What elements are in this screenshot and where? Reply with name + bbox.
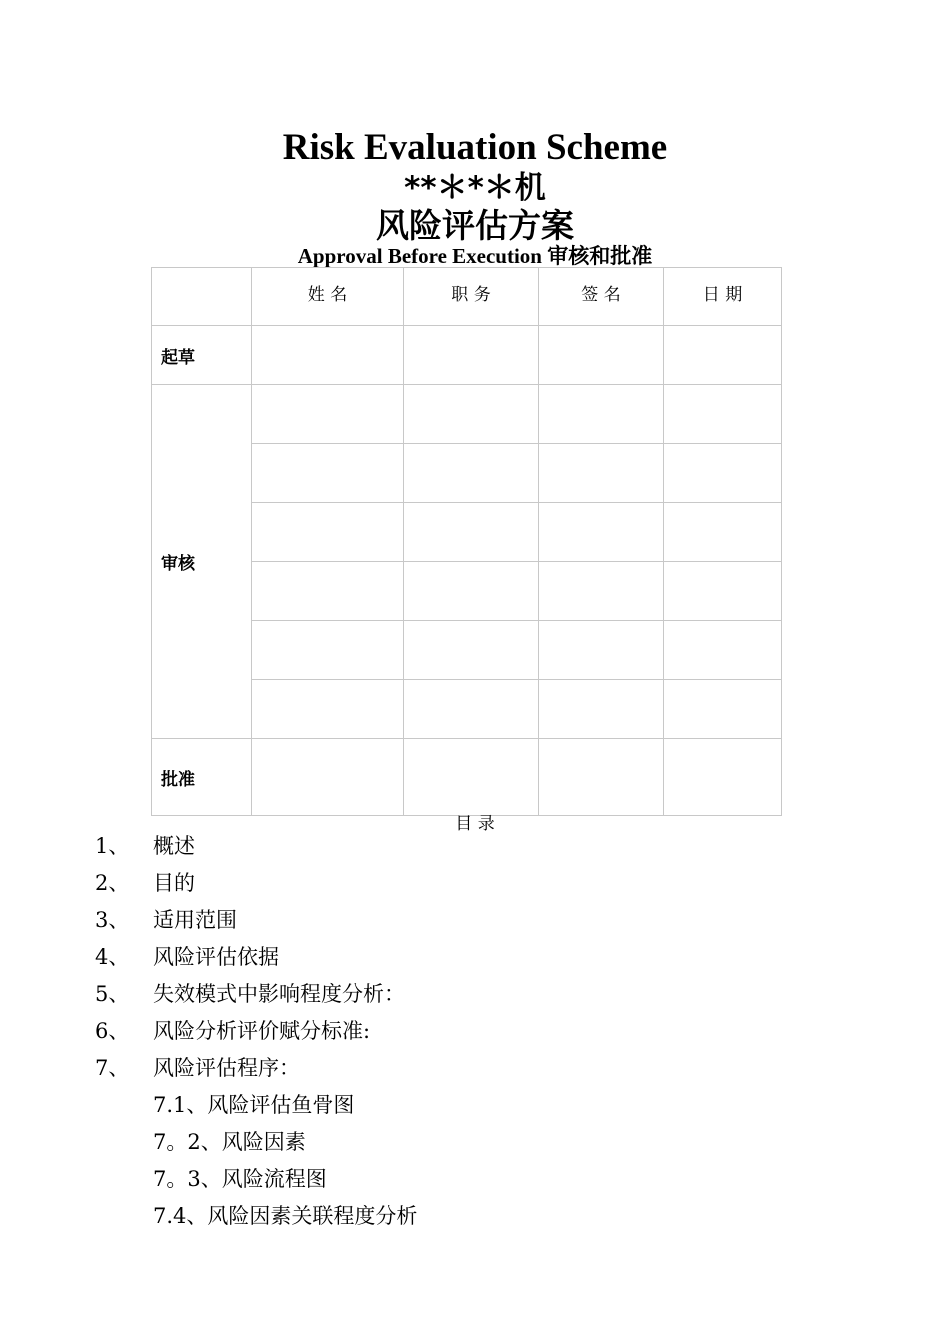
review-date-cell[interactable] [664,562,782,621]
toc-item-number: 2、 [95,871,130,895]
review-position-cell[interactable] [404,680,539,739]
toc-item-text: 风险分析评价赋分标准: [153,1019,371,1043]
review-date-cell[interactable] [664,385,782,444]
toc-subitem[interactable]: 7。2、风险因素 [153,1130,306,1154]
approve-position-cell[interactable] [404,739,539,816]
review-name-cell[interactable] [252,562,404,621]
draft-position-cell[interactable] [404,326,539,385]
approval-heading: Approval Before Execution 审核和批准 [297,244,653,268]
review-date-cell[interactable] [664,444,782,503]
approval-table [151,267,782,816]
toc-item-number: 7、 [95,1056,130,1080]
draft-label: 起草 [152,326,252,385]
review-position-cell[interactable] [404,385,539,444]
review-position-cell[interactable] [404,444,539,503]
toc-item[interactable] [95,830,417,867]
toc-item-number: 1、 [95,834,130,858]
toc-item-number: 6、 [95,1019,130,1043]
review-row [152,385,782,444]
review-name-cell[interactable] [252,385,404,444]
header-cell-signature: 签 名 [539,268,664,326]
review-position-cell[interactable] [404,562,539,621]
review-position-cell[interactable] [404,621,539,680]
toc-item[interactable] [95,1015,417,1052]
header-cell-position: 职 务 [404,268,539,326]
toc-item[interactable] [95,867,417,904]
toc-item-text: 失效模式中影响程度分析： [153,982,405,1006]
document-title-chinese: 风险评估方案 [376,206,574,245]
draft-row [152,326,782,385]
toc-item-text: 风险评估程序： [153,1056,300,1080]
approval-header-row [152,268,782,326]
review-label: 审核 [152,385,252,739]
toc-subitem[interactable]: 7。3、风险流程图 [153,1167,327,1191]
toc-item[interactable] [95,904,417,941]
document-title-english: Risk Evaluation Scheme [282,127,668,168]
header-cell-blank [152,268,252,326]
review-name-cell[interactable] [252,621,404,680]
toc-item-number: 5、 [95,982,130,1006]
document-title-machine: **＊*＊机 [404,170,546,206]
header-cell-date: 日 期 [664,268,782,326]
review-date-cell[interactable] [664,621,782,680]
review-signature-cell[interactable] [539,444,664,503]
draft-signature-cell[interactable] [539,326,664,385]
review-name-cell[interactable] [252,680,404,739]
toc-heading: 目 录 [455,814,495,834]
approve-signature-cell[interactable] [539,739,664,816]
review-signature-cell[interactable] [539,385,664,444]
review-position-cell[interactable] [404,503,539,562]
draft-name-cell[interactable] [252,326,404,385]
review-signature-cell[interactable] [539,562,664,621]
toc-item-number: 3、 [95,908,130,932]
toc-subitem[interactable]: 7.4、风险因素关联程度分析 [153,1204,418,1228]
toc-item-text: 风险评估依据 [153,945,279,969]
toc-item[interactable] [95,1052,417,1089]
table-of-contents [95,830,417,1237]
toc-subitem[interactable]: 7.1、风险评估鱼骨图 [153,1093,355,1117]
toc-item-text: 适用范围 [153,908,237,932]
toc-item-text: 概述 [153,834,195,858]
review-date-cell[interactable] [664,503,782,562]
approve-label: 批准 [152,739,252,816]
review-signature-cell[interactable] [539,503,664,562]
approve-name-cell[interactable] [252,739,404,816]
toc-item-text: 目的 [153,871,195,895]
approve-row [152,739,782,816]
review-name-cell[interactable] [252,503,404,562]
review-date-cell[interactable] [664,680,782,739]
approve-date-cell[interactable] [664,739,782,816]
review-signature-cell[interactable] [539,621,664,680]
review-signature-cell[interactable] [539,680,664,739]
toc-item[interactable] [95,978,417,1015]
toc-item[interactable] [95,941,417,978]
review-name-cell[interactable] [252,444,404,503]
toc-item-number: 4、 [95,945,130,969]
draft-date-cell[interactable] [664,326,782,385]
header-cell-name: 姓 名 [252,268,404,326]
